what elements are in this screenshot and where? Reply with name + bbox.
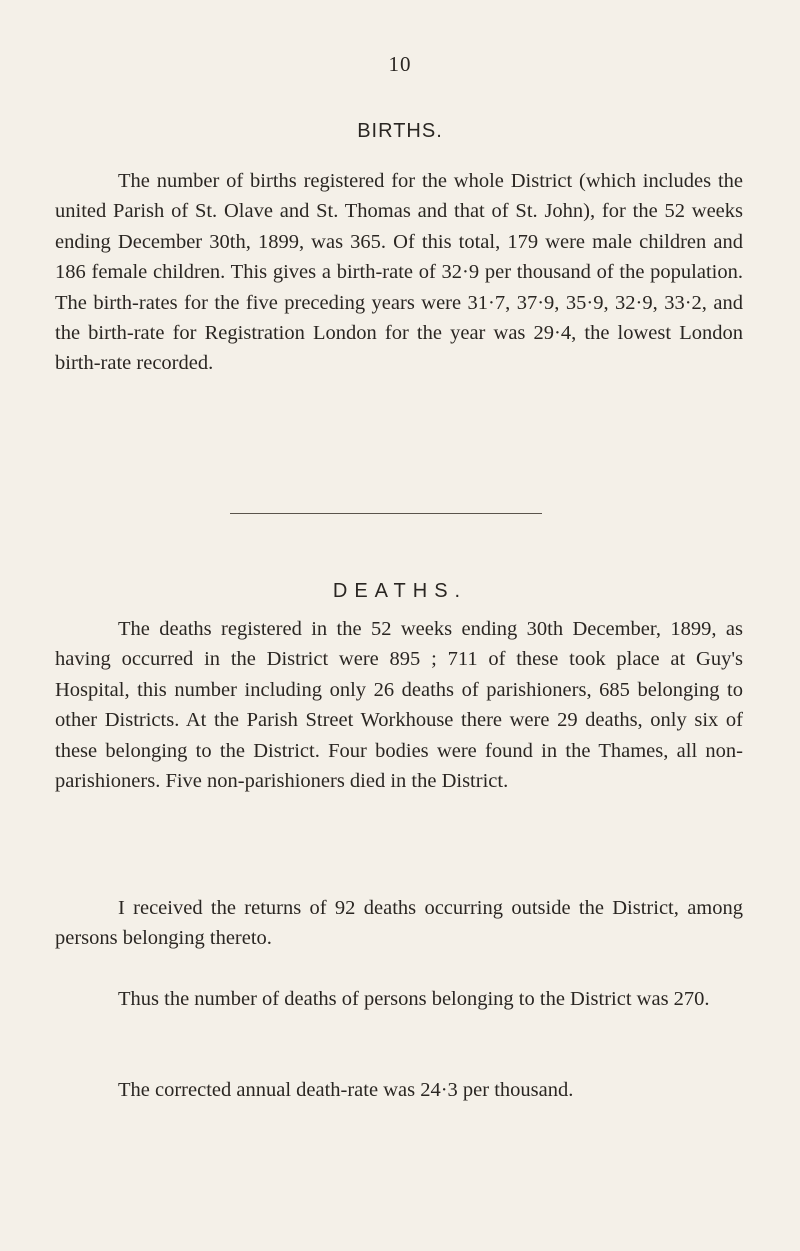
- page-number: 10: [388, 52, 412, 76]
- section-divider: [230, 513, 542, 514]
- births-paragraph: The number of births registered for the whole District (which includes the united Parish of St. Olave and St. Thomas and that of St. John), for the 52 weeks ending December 30th, 1899, was 365. Of this total, 179 were male children and 186 female children. This gives a birth-rate of 32·9 per thousand of the population. The birth-rates for the five preceding years were 31·7, 37·9, 35·9, 32·9, 33·2, and the birth-rate for Registration London for the year was 29·4, the lowest London birth-rate recorded.: [55, 170, 743, 375]
- deaths-paragraph-4: The corrected annual death-rate was 24·3 per thousand.: [118, 1079, 574, 1101]
- deaths-paragraph-1: The deaths registered in the 52 weeks ending 30th December, 1899, as having occurred in the District were 895 ; 711 of these took place at Guy's Hospital, this number including only 26 deaths of parishioners, 685 belonging to other Districts. At the Parish Street Workhouse there were 29 deaths, only six of these belonging to the District. Four bodies were found in the Thames, all non-parishioners. Five non-parishioners died in the District.: [55, 618, 743, 793]
- deaths-paragraph-2: I received the returns of 92 deaths occurring outside the District, among persons belonging thereto.: [55, 897, 743, 950]
- deaths-heading: DEATHS.: [332, 580, 468, 602]
- births-heading: BIRTHS.: [357, 120, 443, 142]
- deaths-paragraph-3: Thus the number of deaths of persons belonging to the District was 270.: [118, 988, 710, 1010]
